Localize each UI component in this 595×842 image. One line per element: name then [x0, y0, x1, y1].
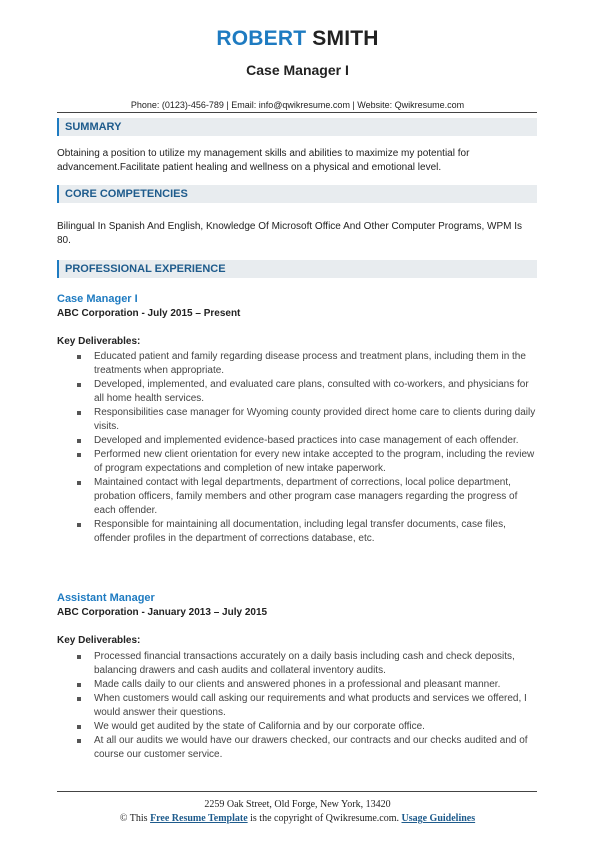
bullet-icon — [77, 725, 81, 729]
bullet-text: Developed and implemented evidence-based practices into case management of each offender. — [94, 435, 519, 446]
key-deliverables-label-2: Key Deliverables: — [57, 635, 141, 646]
list-item — [57, 734, 537, 762]
bullet-icon — [77, 655, 81, 659]
bullet-text: At all our audits we would have our drawers checked, our contracts and our checks audited and of course our customer service. — [94, 735, 528, 760]
bullet-icon — [77, 453, 81, 457]
job-title-1: Case Manager I — [57, 293, 138, 305]
competencies-text: Bilingual In Spanish And English, Knowledge Of Microsoft Office And Other Computer Programs, WPM Is 80. — [57, 221, 523, 246]
last-name: SMITH — [312, 27, 379, 50]
bullet-text: Maintained contact with legal departments, department of corrections, local police department, probation officers, family members and other program case managers regarding the progress of each offender. — [94, 477, 518, 516]
list-item — [57, 650, 537, 678]
bullet-text: Made calls daily to our clients and answered phones in a professional and pleasant manner. — [94, 679, 501, 690]
bullet-icon — [77, 439, 81, 443]
job-title-2: Assistant Manager — [57, 592, 155, 604]
job-company-1: ABC Corporation - July 2015 – Present — [57, 308, 241, 319]
list-item — [57, 720, 537, 734]
list-item — [57, 378, 537, 406]
key-deliverables-label-1: Key Deliverables: — [57, 336, 141, 347]
list-item — [57, 350, 537, 378]
list-item — [57, 406, 537, 434]
list-item — [57, 448, 537, 476]
copyright-middle: is the copyright of Qwikresume.com. — [250, 813, 399, 824]
bullet-text: Educated patient and family regarding disease process and treatment plans, including them in the treatments when appropriate. — [94, 351, 526, 376]
bullet-icon — [77, 697, 81, 701]
bullet-text: Responsible for maintaining all documentation, including legal transfer documents, case files, offender profiles in the department of corrections database, etc. — [94, 519, 506, 544]
free-resume-template-link[interactable]: Free Resume Template — [150, 813, 248, 824]
bullet-icon — [77, 481, 81, 485]
bullet-text: When customers would call asking our requirements and what products and services we offered, I would answer their questions. — [94, 693, 527, 718]
bullet-list-2 — [57, 650, 537, 762]
bullet-text: Responsibilities case manager for Wyoming county provided direct home care to clients during daily visits. — [94, 407, 536, 432]
list-item — [57, 518, 537, 546]
list-item — [57, 476, 537, 518]
section-heading-competencies: CORE COMPETENCIES — [57, 185, 537, 203]
bullet-icon — [77, 523, 81, 527]
list-item — [57, 678, 537, 692]
copyright-prefix: © This — [119, 813, 148, 824]
section-heading-summary: SUMMARY — [57, 118, 537, 136]
list-item — [57, 434, 537, 448]
footer-copyright — [0, 813, 595, 824]
bullet-text: Developed, implemented, and evaluated care plans, consulted with co-workers, and physicians for all home health services. — [94, 379, 529, 404]
summary-text: Obtaining a position to utilize my management skills and abilities to maximize my potential for advancement.Facilitate patient healing and wellness on a physical and emotional level. — [57, 148, 470, 173]
job-company-2: ABC Corporation - January 2013 – July 2015 — [57, 607, 268, 618]
usage-guidelines-link[interactable]: Usage Guidelines — [401, 813, 476, 824]
bullet-text: Performed new client orientation for every new intake accepted to the program, including the review of program expectations and completion of new intake paperwork. — [94, 449, 535, 474]
section-heading-experience: PROFESSIONAL EXPERIENCE — [57, 260, 537, 278]
list-item — [57, 692, 537, 720]
bullet-text: Processed financial transactions accurately on a daily basis including cash and check deposits, balancing drawers and cash audits and collateral inventory audits. — [94, 651, 515, 676]
candidate-name — [0, 27, 595, 51]
footer-address: 2259 Oak Street, Old Forge, New York, 13420 — [204, 799, 391, 810]
footer-divider — [57, 791, 537, 792]
contact-info: Phone: (0123)-456-789 | Email: info@qwikresume.com | Website: Qwikresume.com — [130, 100, 465, 110]
bullet-icon — [77, 383, 81, 387]
bullet-icon — [77, 411, 81, 415]
bullet-list-1 — [57, 350, 537, 546]
header-divider — [57, 112, 537, 113]
first-name: ROBERT — [216, 27, 307, 50]
job-title: Case Manager I — [246, 62, 349, 78]
bullet-text: We would get audited by the state of California and by our corporate office. — [94, 721, 425, 732]
bullet-icon — [77, 683, 81, 687]
bullet-icon — [77, 355, 81, 359]
bullet-icon — [77, 739, 81, 743]
